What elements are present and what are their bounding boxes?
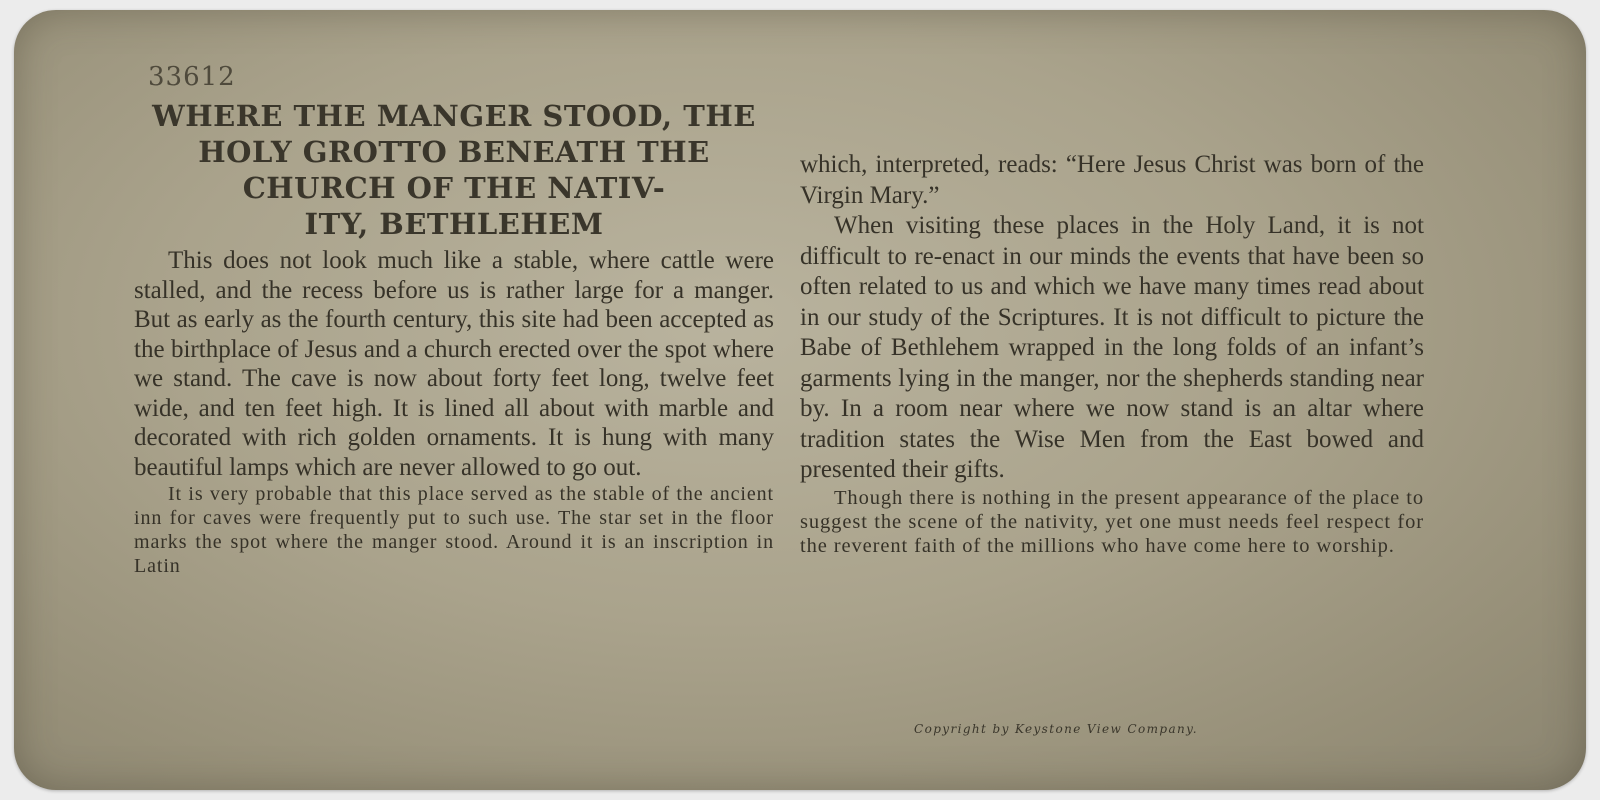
title-line-3: CHURCH OF THE NATIV- [242, 171, 666, 205]
card-title [134, 98, 774, 242]
title-line-4: ITY, BETHLEHEM [304, 207, 604, 241]
title-line-2: HOLY GROTTO BENEATH THE [198, 135, 710, 169]
right-paragraph-2: When visiting these places in the Holy Land, it is not difficult to re-enact in our minds the events that have been so often related to us and which we have many times read about in our study of the Scriptures. It is not difficult to picture the Babe of Bethlehem wrapped in the long folds of an infant’s garments lying in the manger, nor the shepherds standing near by. In a room near where we now stand is an altar where tradition states the Wise Men from the East bowed and presented their gifts. [800, 212, 1424, 483]
copyright-notice: Copyright by Keystone View Company. [914, 722, 1198, 736]
left-paragraph-2: It is very probable that this place served as the stable of the ancient inn for caves were frequently put to such use. The star set in the floor marks the spot where the manger stood. Around it is an inscription in Latin [134, 483, 774, 577]
right-paragraph-1: which, interpreted, reads: “Here Jesus Christ was born of the Virgin Mary.” [800, 151, 1424, 209]
left-text-column [134, 246, 774, 578]
left-paragraph-1: This does not look much like a stable, where cattle were stalled, and the recess before us is rather large for a manger. But as early as the fourth century, this site had been accepted as the birthplace of Jesus and a church erected over the spot where we stand. The cave is now about forty feet long, twelve feet wide, and ten feet high. It is lined all about with marble and decorated with rich golden ornaments. It is hung with many beautiful lamps which are never allowed to go out. [134, 247, 774, 481]
title-line-1: WHERE THE MANGER STOOD, THE [152, 99, 756, 133]
right-paragraph-3: Though there is nothing in the present appearance of the place to suggest the scene of the nativity, yet one must needs feel respect for the reverent faith of the millions who have come here to worship. [800, 486, 1424, 557]
stereoview-card-back [14, 10, 1586, 790]
right-text-column [800, 150, 1424, 558]
card-number: 33612 [148, 62, 236, 92]
